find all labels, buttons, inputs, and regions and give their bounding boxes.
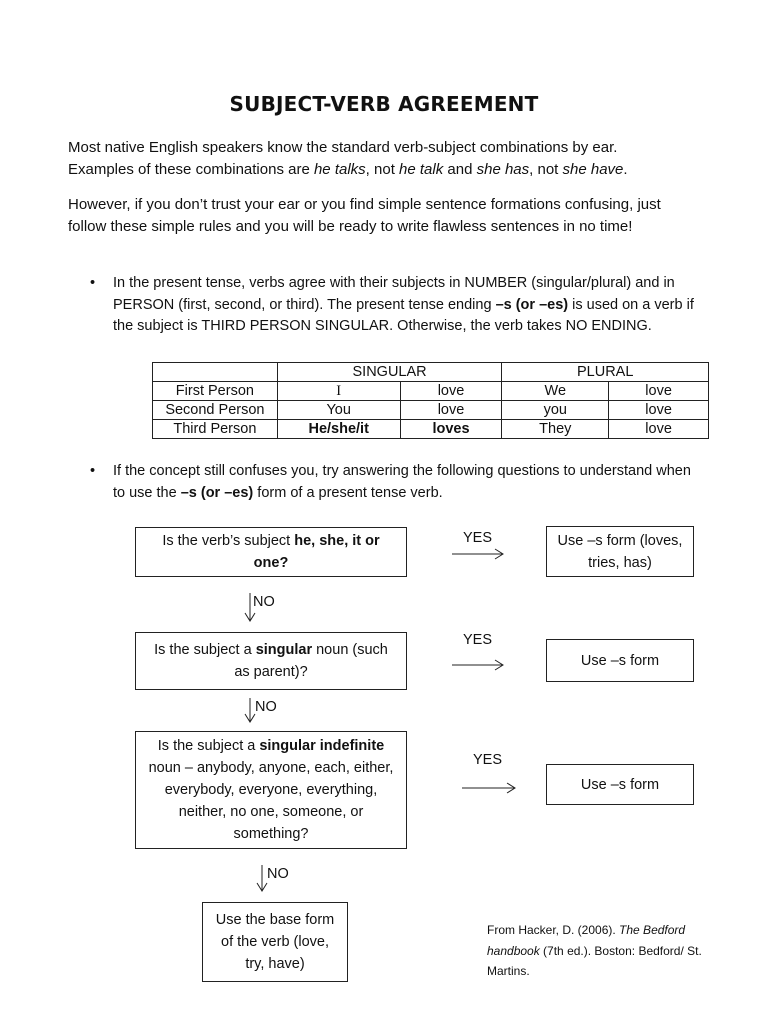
bullet-dot-icon: • [90, 463, 96, 479]
example-she-have: she have [562, 161, 624, 178]
final-box-base-form: Use the base form of the verb (love, try, have) [202, 902, 348, 982]
plural-subject-cell: you [502, 401, 609, 420]
singular-subject-cell: You [277, 401, 400, 420]
bullet-dot-icon: • [90, 275, 96, 291]
person-cell: First Person [153, 382, 278, 401]
question-text-part: Is the subject a [157, 738, 260, 754]
singular-verb-cell: loves [400, 420, 502, 439]
intro-text: , not [365, 161, 400, 178]
plural-verb-cell: love [609, 401, 709, 420]
bullet-text-part: If the concept still confuses you, try answering the following questions to understand when to use the [113, 463, 691, 501]
es-ending: –s (or –es) [180, 484, 254, 501]
plural-verb-cell: love [609, 420, 709, 439]
citation-text: From Hacker, D. (2006). [487, 923, 620, 937]
es-ending: –s (or –es) [495, 296, 569, 313]
yes-label: YES [473, 752, 503, 768]
question-bold: singular indefinite [259, 738, 385, 754]
arrow-right-icon [452, 660, 503, 670]
yes-label: YES [463, 632, 493, 648]
question-text-part: Is the subject a [154, 642, 256, 658]
example-he-talk: he talk [399, 161, 444, 178]
no-label: NO [255, 699, 277, 715]
person-cell: Second Person [153, 401, 278, 420]
bullet-text-part: is used on a verb if the subject is THIRD PERSON SINGULAR. Otherwise, the verb takes NO ENDING. [113, 296, 694, 334]
bullet-text-part: form of a present tense verb. [253, 484, 443, 501]
however-paragraph: However, if you don’t trust your ear or you find simple sentence formations confusing, just follow these simple rules and you will be ready to write flawless sentences in no time! [68, 196, 661, 235]
bullet-text-part: In the present tense, verbs agree with their subjects in NUMBER (singular/plural) and in PERSON (first, second, or third). The present tense ending [113, 275, 675, 313]
question-bold: singular [255, 642, 313, 658]
intro-text: and [443, 161, 477, 178]
example-he-talks: he talks [313, 161, 366, 178]
no-label: NO [253, 594, 275, 610]
result-box-2: Use –s form [546, 639, 694, 682]
question-text-part: Is the verb’s subject [162, 533, 295, 549]
citation-text: (7th ed.). Boston: Bedford/ St. Martins. [487, 943, 702, 978]
result-box-3: Use –s form [546, 764, 694, 805]
plural-subject-cell: We [502, 382, 609, 401]
arrow-down-icon [257, 865, 267, 891]
yes-label: YES [463, 530, 493, 546]
header-singular: SINGULAR [277, 363, 502, 382]
singular-verb-cell: love [400, 382, 502, 401]
singular-subject-cell: I [277, 382, 400, 401]
intro-text: . [623, 161, 628, 178]
person-cell: Third Person [153, 420, 278, 439]
plural-subject-cell: They [502, 420, 609, 439]
page-title: SUBJECT-VERB AGREEMENT [229, 92, 539, 116]
citation-book-title: The Bedford handbook [487, 923, 686, 958]
no-label: NO [267, 866, 289, 882]
question-text-part: noun (such as parent)? [234, 642, 388, 680]
question-text-part: noun – anybody, anyone, each, either, everybody, everyone, everything, neither, no one, someone, or something? [148, 760, 394, 842]
arrow-down-icon [245, 593, 255, 621]
plural-verb-cell: love [609, 382, 709, 401]
example-she-has: she has [476, 161, 530, 178]
arrow-down-icon [245, 698, 255, 722]
singular-subject-cell: He/she/it [277, 420, 400, 439]
arrow-right-icon [462, 783, 515, 793]
intro-text: Examples of these combinations are [68, 161, 314, 178]
singular-verb-cell: love [400, 401, 502, 420]
arrow-right-icon [452, 549, 503, 559]
intro-text: , not [529, 161, 563, 178]
header-plural: PLURAL [502, 363, 709, 382]
result-box-1: Use –s form (loves, tries, has) [546, 526, 694, 577]
intro-line-1: Most native English speakers know the standard verb-subject combinations by ear. [68, 139, 618, 156]
citation [487, 920, 717, 982]
question-bold: he, she, it or one? [253, 533, 380, 571]
